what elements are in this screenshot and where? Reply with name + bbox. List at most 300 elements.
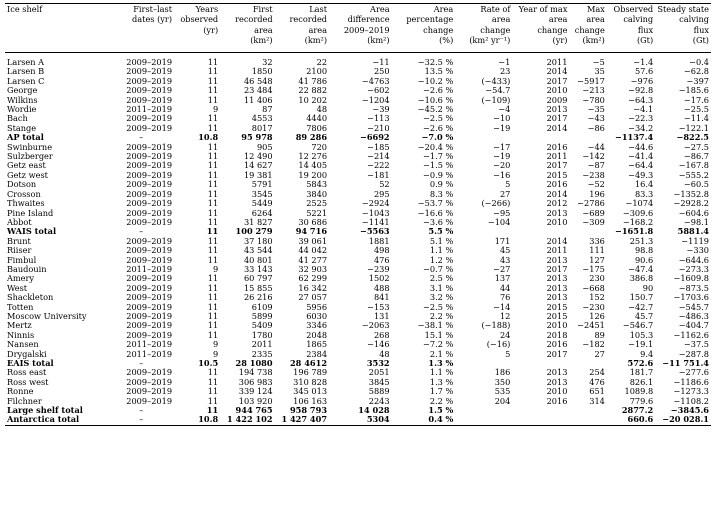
table-cell: 1089.8 [624, 386, 654, 397]
table-cell: −2.5 % [423, 301, 454, 312]
table-cell: 8.3 % [429, 188, 454, 199]
table-cell: −1651.8 [614, 226, 654, 237]
table-cell: 2011 [546, 245, 568, 256]
table-cell: 3346 [306, 320, 328, 331]
table-cell: −6692 [359, 132, 390, 143]
table-cell: 2009–2019 [126, 94, 173, 105]
table-cell: 2009–2019 [126, 160, 173, 171]
table-cell: 2009–2019 [126, 395, 173, 406]
column-header-line: dates (yr) [132, 14, 173, 25]
column-header [607, 4, 655, 53]
table-cell: 1.5 % [428, 405, 454, 416]
table-cell: 11 [207, 94, 219, 105]
table-cell: 16.4 [634, 179, 654, 190]
table-cell: −7.0 % [421, 132, 454, 143]
table-cell: 19 381 [243, 169, 273, 180]
table-cell: 48 [379, 348, 390, 359]
table-cell: 720 [311, 141, 328, 152]
table-cell: 1.1 % [429, 367, 454, 378]
table-cell: 2.2 % [429, 395, 454, 406]
table-cell: −397 [686, 75, 709, 86]
table-cell: 5.1 % [429, 235, 454, 246]
table-cell: −0.4 [689, 57, 709, 67]
table-row [5, 114, 711, 123]
table-cell: 5 [505, 348, 511, 359]
table-cell: −104 [487, 216, 511, 227]
table-cell: 11 [207, 141, 219, 152]
table-cell: 90 [642, 282, 654, 293]
table-cell: 33 143 [243, 263, 273, 274]
table-cell: 5409 [251, 320, 273, 331]
column-header-line: change [574, 24, 605, 35]
table-cell: 1865 [306, 339, 328, 350]
table-cell: −1108.2 [673, 395, 709, 406]
table-cell: 23 484 [243, 85, 273, 96]
table-row [5, 368, 711, 377]
table-cell: −35 [587, 104, 605, 115]
column-header-line: change [423, 24, 454, 35]
table-cell: −546.7 [622, 320, 654, 331]
table-cell: 2009–2019 [126, 216, 173, 227]
table-cell: 0.4 % [392, 415, 456, 425]
table-cell: 339 124 [238, 386, 273, 397]
table-cell: 127 [589, 254, 605, 265]
table-cell: −44.6 [628, 141, 654, 152]
table-row [5, 274, 711, 283]
table-cell: 37 180 [243, 235, 273, 246]
table-cell: (−188) [481, 320, 511, 331]
table-cell: −11 [372, 57, 390, 67]
table-cell: 15 855 [243, 282, 273, 293]
table-cell: 2018 [546, 329, 568, 340]
table-cell: 2009 [546, 94, 568, 105]
table-cell: 28 1080 [235, 358, 273, 368]
table-cell: −1703.6 [673, 292, 709, 303]
table-cell: −1.5 % [423, 160, 454, 171]
table-cell: 87 [262, 104, 273, 115]
table-cell: 14 405 [298, 160, 328, 171]
table-cell: −64.3 [628, 94, 654, 105]
table-cell: −27.5 [683, 141, 709, 152]
table-cell: −873.5 [678, 282, 709, 293]
table-cell: −113 [367, 113, 390, 124]
table-cell: −5917 [577, 75, 605, 86]
table-cell: 250 [373, 66, 390, 77]
table-cell: 345 013 [293, 386, 328, 397]
table-cell: −2786 [577, 198, 605, 209]
table-cell: 26 216 [243, 292, 273, 303]
table-cell: 3.1 % [429, 282, 454, 293]
table-cell: 194 738 [238, 367, 273, 378]
table-cell: 2013 [546, 254, 568, 265]
table-cell: 14 627 [243, 160, 273, 171]
table-row [5, 105, 711, 114]
table-cell: 12 490 [243, 151, 273, 162]
table-cell: −1.4 [633, 57, 654, 67]
table-cell: −95 [493, 207, 511, 218]
table-cell: 32 [262, 57, 273, 67]
column-header-line: Last [309, 4, 328, 14]
table-cell: 24 [499, 329, 511, 340]
table-cell: 2525 [306, 198, 328, 209]
table-cell: −175 [582, 263, 605, 274]
table-cell: 9 [212, 263, 219, 274]
table-cell: 11 [207, 329, 219, 340]
table-cell: −1074 [625, 198, 654, 209]
table-cell: 2009–2019 [126, 301, 173, 312]
column-header-line: flux [637, 24, 654, 35]
table-cell: −2.6 % [423, 122, 454, 133]
table-cell: −64.4 [628, 160, 654, 171]
table-row [5, 53, 711, 68]
ice-shelf-name-cell: Crosson [7, 188, 41, 199]
table-cell: 11 [207, 310, 219, 321]
table-cell: 306 983 [238, 376, 273, 387]
table-cell: −2063 [361, 320, 390, 331]
column-header-line: percentage [406, 14, 454, 25]
column-header-line: (km²) [250, 34, 273, 45]
table-cell: (−433) [481, 75, 511, 86]
table-cell: −1 [498, 57, 511, 67]
column-header-line: 2009–2019 [343, 24, 390, 35]
ice-shelf-name-cell: Baudouin [7, 263, 47, 274]
column-header-line: change [480, 24, 511, 35]
table-cell: −22.3 [628, 113, 654, 124]
table-cell: −32.5 % [417, 57, 454, 67]
table-cell: −4 [498, 104, 511, 115]
column-header [392, 4, 456, 53]
table-row [5, 86, 711, 95]
table-cell: −309 [582, 216, 605, 227]
table-cell: 89 286 [295, 132, 328, 143]
table-cell: 137 [494, 273, 511, 284]
table-cell: 2009–2019 [126, 75, 173, 86]
table-cell: 826.1 [629, 376, 654, 387]
table-cell: 11 [207, 273, 219, 284]
table-cell: −239 [367, 263, 390, 274]
table-cell: – [139, 405, 144, 416]
table-cell: −10 [493, 113, 511, 124]
table-cell: 651 [589, 386, 605, 397]
table-cell: −43 [587, 113, 605, 124]
ice-shelf-name-cell: Dotson [7, 179, 37, 190]
table-cell: 2013 [546, 207, 568, 218]
table-cell: 11 [207, 207, 219, 218]
table-cell: 2010 [546, 216, 568, 227]
table-cell: (−16) [486, 339, 511, 350]
table-cell: −11.4 [683, 113, 709, 124]
table-cell: −10.6 % [417, 94, 454, 105]
table-cell: −19.1 [628, 339, 654, 350]
table-cell: 2009–2019 [126, 282, 173, 293]
table-cell: 150.7 [629, 292, 654, 303]
table-cell: −1352.8 [673, 188, 709, 199]
column-header-line: Ice shelf [7, 4, 43, 14]
table-cell: −16.6 % [417, 207, 454, 218]
table-cell: 23 [499, 66, 511, 77]
table-cell: 57.6 [634, 66, 654, 77]
table-cell: 2017 [546, 75, 568, 86]
table-cell: 2011 [546, 57, 568, 67]
table-cell: 2014 [546, 188, 568, 199]
table-cell: 2009–2019 [126, 57, 173, 67]
table-cell: 52 [379, 179, 390, 190]
column-header [174, 4, 220, 53]
table-cell: −0.7 % [423, 263, 454, 274]
table-cell: 5881.4 [677, 226, 709, 237]
table-cell: 11 [207, 198, 219, 209]
table-cell: 40 801 [243, 254, 273, 265]
table-cell: −181 [367, 169, 390, 180]
table-cell: 14 028 [358, 405, 390, 416]
table-cell: −780 [582, 94, 605, 105]
table-cell: 2009–2019 [126, 245, 173, 256]
ice-shelf-table [5, 3, 711, 426]
table-cell: −153 [367, 301, 390, 312]
ice-shelf-name-cell: Stange [7, 122, 37, 133]
table-cell: −146 [367, 339, 390, 350]
table-cell: 9 [212, 348, 219, 359]
table-cell: 27 057 [298, 292, 328, 303]
table-cell: −98.1 [683, 216, 709, 227]
total-row [5, 415, 711, 425]
table-cell: −14 [493, 301, 511, 312]
table-cell: −86 [587, 122, 605, 133]
table-row [5, 143, 711, 152]
table-cell: 314 [589, 395, 605, 406]
table-cell: −62.8 [683, 66, 709, 77]
table-cell: 11 [207, 85, 219, 96]
table-cell: −42.7 [628, 301, 654, 312]
ice-shelf-name-cell: Mertz [7, 320, 32, 331]
table-cell: 12 [499, 310, 511, 321]
table-cell: 5304 [329, 415, 392, 425]
table-cell [569, 415, 606, 425]
ice-shelf-name-cell: AP total [7, 132, 44, 143]
table-cell: – [139, 358, 144, 368]
column-header-line: calving [623, 14, 654, 25]
table-cell: 944 765 [235, 405, 273, 416]
table-row [5, 190, 711, 199]
table-cell: 11 406 [243, 94, 273, 105]
table-cell: 1780 [251, 329, 273, 340]
table-cell: 488 [373, 282, 390, 293]
table-cell: −1043 [361, 207, 390, 218]
table-cell: −86.7 [683, 151, 709, 162]
table-cell: −38.1 % [417, 320, 454, 331]
total-row [5, 227, 711, 236]
column-header-line: (km²) [582, 34, 605, 45]
table-cell: 2013 [546, 273, 568, 284]
table-cell: 2009–2019 [126, 329, 173, 340]
table-cell: 44 [499, 282, 511, 293]
column-header-line: Area [370, 4, 390, 14]
table-cell: 5956 [306, 301, 328, 312]
table-cell: 98.8 [634, 245, 654, 256]
table-cell: – [139, 226, 144, 237]
table-cell: 2009–2019 [126, 367, 173, 378]
table-cell: −1119 [681, 235, 709, 246]
column-header-line: area [254, 24, 273, 35]
table-cell: 2009–2019 [126, 310, 173, 321]
table-cell: 2016 [546, 179, 568, 190]
table-cell: −7.2 % [423, 339, 454, 350]
table-cell: 5889 [368, 386, 390, 397]
table-cell: −287.8 [678, 348, 709, 359]
table-cell: −1141 [361, 216, 390, 227]
table-cell: −602 [367, 85, 390, 96]
table-cell: 2010 [546, 85, 568, 96]
table-cell: 2017 [546, 348, 568, 359]
table-cell: 9 [212, 104, 219, 115]
table-cell: 39 061 [298, 235, 328, 246]
table-cell: −20 [493, 160, 511, 171]
column-header-line: (Gt) [692, 34, 709, 45]
column-header [512, 4, 569, 53]
table-cell: −39 [372, 104, 390, 115]
table-row [5, 96, 711, 105]
table-cell: 2009–2019 [126, 207, 173, 218]
table-cell: −34.2 [628, 122, 654, 133]
table-cell: 1 422 102 [220, 415, 274, 425]
table-cell: 106 163 [293, 395, 328, 406]
table-cell: 2012 [546, 198, 568, 209]
ice-shelf-name-cell: Moscow University [7, 310, 87, 321]
ice-shelf-name-cell: Larsen A [7, 57, 45, 67]
ice-shelf-name-cell: Swinburne [7, 141, 53, 152]
table-cell: 32 903 [298, 263, 328, 274]
table-cell: 11 [207, 376, 219, 387]
column-header-line: (yr) [203, 24, 219, 35]
table-cell: 2013 [546, 376, 568, 387]
table-cell: 2013 [546, 104, 568, 115]
table-cell: – [108, 415, 174, 425]
table-cell: −122.1 [678, 122, 709, 133]
table-cell: 27 [499, 188, 511, 199]
table-cell: 11 [207, 254, 219, 265]
column-header-line: area [548, 14, 568, 25]
ice-shelf-name-cell: Pine Island [7, 207, 54, 218]
table-row [5, 387, 711, 396]
column-header-line: First [252, 4, 273, 14]
table-cell: −309.6 [622, 207, 654, 218]
table-cell: 31 827 [243, 216, 273, 227]
table-cell: −17 [493, 141, 511, 152]
table-cell: 476 [589, 376, 605, 387]
table-cell: 6264 [251, 207, 273, 218]
table-cell: 2016 [546, 141, 568, 152]
table-cell: 5899 [251, 310, 273, 321]
column-header-line: recorded [289, 14, 328, 25]
table-cell: −5 [592, 57, 605, 67]
table-row [5, 246, 711, 255]
table-cell: −47.4 [628, 263, 654, 274]
table-cell: 2009–2019 [126, 141, 173, 152]
table-cell: −213 [582, 85, 605, 96]
table-cell: 3845 [368, 376, 390, 387]
column-header [455, 4, 512, 53]
table-row [5, 171, 711, 180]
table-cell: −17.6 [683, 94, 709, 105]
table-cell: −19 [493, 122, 511, 133]
table-cell: 1.1 % [429, 245, 454, 256]
table-cell: −486.3 [678, 310, 709, 321]
table-cell: 310 828 [293, 376, 328, 387]
table-cell: 1.3 % [428, 358, 454, 368]
table-cell: 905 [256, 141, 273, 152]
table-cell: −41.4 [628, 151, 654, 162]
table-cell: 2.1 % [429, 348, 454, 359]
table-cell: −2.5 % [423, 113, 454, 124]
table-row [5, 284, 711, 293]
table-cell: −20 028.1 [655, 415, 711, 425]
table-cell: 11 [207, 245, 219, 256]
table-cell: 196 [589, 188, 605, 199]
table-cell: 2016 [546, 395, 568, 406]
table-row [5, 350, 711, 359]
column-header [655, 4, 711, 53]
table-cell: 5.5 % [428, 226, 454, 237]
column-header-line: (%) [439, 34, 454, 45]
table-cell: 100 279 [235, 226, 273, 237]
table-cell: 152 [589, 292, 605, 303]
table-cell: 30 686 [298, 216, 328, 227]
table-cell: −185.6 [678, 85, 709, 96]
column-header-line: area [586, 14, 605, 25]
table-cell: −37.5 [683, 339, 709, 350]
column-header [108, 4, 174, 53]
table-row [5, 237, 711, 246]
table-cell: 76 [499, 292, 511, 303]
table-cell: (−109) [481, 94, 511, 105]
table-cell: 16 342 [298, 282, 328, 293]
table-cell: 2014 [546, 122, 568, 133]
column-header-line: flux [693, 24, 709, 35]
total-row [5, 406, 711, 415]
table-cell: 2011 [546, 151, 568, 162]
table-cell: −11 751.4 [662, 358, 709, 368]
table-cell: −87 [587, 160, 605, 171]
table-header [5, 4, 711, 53]
table-cell: −1204 [361, 94, 390, 105]
ice-shelf-name-cell: Riiser [7, 245, 32, 256]
ice-shelf-name-cell: Antarctica total [5, 415, 108, 425]
table-cell: 1.7 % [429, 386, 454, 397]
table-cell: 3545 [251, 188, 273, 199]
ice-shelf-name-cell: Large shelf total [7, 405, 83, 416]
table-cell: 254 [589, 367, 605, 378]
table-cell: 230 [589, 273, 605, 284]
table-cell: −555.2 [678, 169, 709, 180]
table-cell: 2011–2019 [126, 339, 173, 350]
table-cell: −4.1 [633, 104, 654, 115]
table-cell: 105.3 [629, 329, 654, 340]
table-cell: −185 [367, 141, 390, 152]
table-cell [455, 415, 512, 425]
table-cell: 204 [494, 395, 511, 406]
table-cell: 11 [206, 405, 219, 416]
table-cell: −689 [582, 207, 605, 218]
table-cell: 2014 [546, 235, 568, 246]
table-cell: 386.8 [629, 273, 654, 284]
table-cell: 44 042 [298, 245, 328, 256]
table-cell: −5563 [359, 226, 390, 237]
table-cell: 1850 [251, 66, 273, 77]
table-row [5, 303, 711, 312]
table-row [5, 152, 711, 161]
table-cell: 90.6 [634, 254, 654, 265]
table-cell: −45.2 % [417, 104, 454, 115]
